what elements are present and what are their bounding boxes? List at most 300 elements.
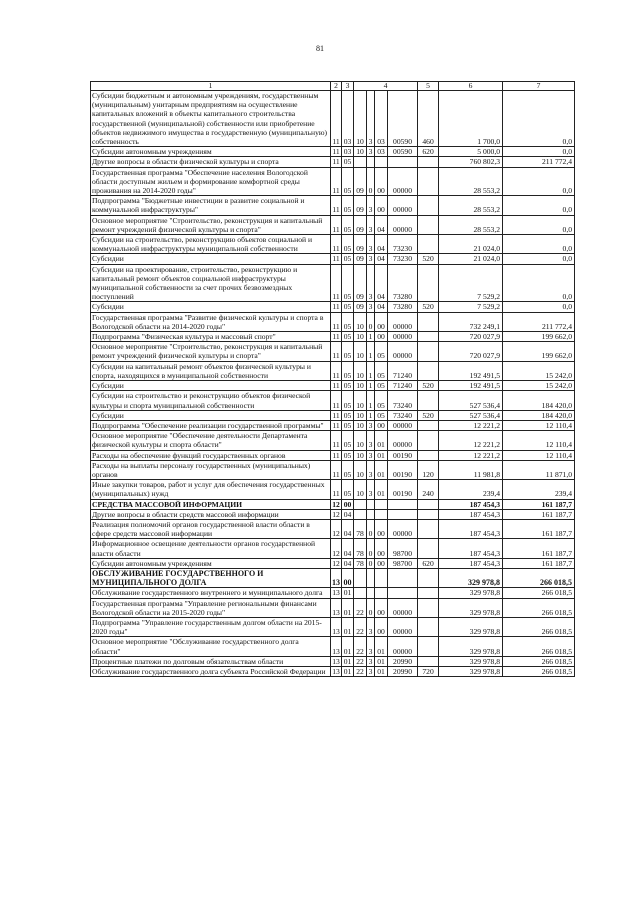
amount-year-2: 266 018,5 bbox=[503, 617, 575, 636]
code-section: 11 bbox=[332, 450, 340, 460]
amount-year-2: 266 018,5 bbox=[503, 656, 575, 666]
code-expense-type: 520 bbox=[418, 254, 439, 264]
amount-year-2: 0,0 bbox=[503, 254, 575, 264]
row-name: Субсидии bbox=[91, 254, 331, 264]
code-expense-type bbox=[418, 312, 439, 331]
code-expense-type: 620 bbox=[418, 558, 439, 568]
code-direction: 98700 bbox=[388, 558, 418, 568]
amount-year-1: 239,4 bbox=[439, 480, 503, 499]
code-subsection: 05 bbox=[342, 332, 354, 342]
amount-year-1: 760 802,3 bbox=[439, 157, 503, 167]
code-subsection: 05 bbox=[342, 381, 354, 391]
code-program: 10 bbox=[354, 431, 367, 450]
code-expense-type: 720 bbox=[418, 666, 439, 676]
code-subprogram: 0 bbox=[367, 167, 375, 196]
code-expense-type bbox=[418, 342, 439, 361]
row-name: Субсидии bbox=[91, 410, 331, 420]
amount-year-2: 161 187,7 bbox=[503, 539, 575, 558]
code-direction: 00000 bbox=[388, 598, 418, 617]
code-subprogram: 0 bbox=[367, 558, 375, 568]
table-row bbox=[91, 196, 575, 215]
code-section: 13 bbox=[331, 617, 342, 636]
code-subsection: 01 bbox=[342, 588, 354, 598]
code-direction bbox=[388, 588, 418, 598]
row-name: Подпрограмма "Управление государственным долгом области на 2015-2020 годы" bbox=[91, 617, 331, 636]
code-section: 11 bbox=[332, 302, 340, 312]
code-section: 11 bbox=[332, 332, 340, 342]
code-section: 13 bbox=[331, 568, 342, 587]
code-subsection: 05 bbox=[342, 215, 354, 234]
code-section: 11 bbox=[331, 264, 342, 302]
code-expense-type bbox=[418, 509, 439, 519]
code-subsection: 05 bbox=[342, 302, 354, 312]
table-body bbox=[91, 91, 575, 677]
amount-year-2: 161 187,7 bbox=[503, 519, 575, 538]
code-expense-type bbox=[418, 196, 439, 215]
code-program: 10 bbox=[354, 361, 367, 380]
code-expense-type bbox=[418, 431, 439, 450]
code-program: 09 bbox=[354, 264, 367, 302]
code-section: 11 bbox=[331, 312, 342, 331]
code-subsection: 05 bbox=[342, 420, 354, 430]
code-program bbox=[354, 568, 367, 587]
code-subprogram: 1 bbox=[367, 381, 375, 391]
code-expense-type: 120 bbox=[418, 460, 439, 479]
code-program: 10 bbox=[354, 420, 367, 430]
code-subsection: 05 bbox=[342, 167, 354, 196]
code-subprogram bbox=[367, 568, 375, 587]
code-expense-type bbox=[418, 519, 439, 538]
code-subsection: 05 bbox=[342, 196, 354, 215]
row-name: Субсидии на капитальный ремонт объектов физической культуры и спорта, находящихся в муниципальной собственности bbox=[91, 361, 331, 380]
code-activity: 05 bbox=[375, 361, 388, 380]
code-section: 11 bbox=[331, 480, 342, 499]
code-subsection: 04 bbox=[342, 519, 354, 538]
code-expense-type bbox=[418, 167, 439, 196]
table-row bbox=[91, 420, 575, 430]
code-subprogram: 3 bbox=[367, 147, 375, 157]
code-activity: 05 bbox=[375, 410, 388, 420]
amount-year-1: 1 700,0 bbox=[439, 91, 503, 147]
code-subprogram: 3 bbox=[367, 656, 375, 666]
row-name: Субсидии бюджетным и автономным учреждениям, государственным (муниципальным) унитарным предприятиям на осуществление капитальных вложений в объекты капитального строительства государственной (муниципальной) собственности или приобретение объектов недвижимого имущества в государственную (муниципальную) собственность bbox=[91, 91, 331, 147]
code-activity: 00 bbox=[375, 519, 388, 538]
header-col-3: 3 bbox=[342, 82, 354, 91]
row-name: Основное мероприятие "Строительство, реконструкция и капитальный ремонт учреждений физической культуры и спорта" bbox=[91, 342, 331, 361]
code-section: 12 bbox=[332, 509, 340, 519]
code-expense-type bbox=[418, 235, 439, 254]
amount-year-1: 329 978,8 bbox=[439, 598, 503, 617]
code-direction: 00590 bbox=[388, 147, 418, 157]
code-direction: 73230 bbox=[388, 235, 418, 254]
code-activity: 01 bbox=[375, 480, 388, 499]
code-activity: 04 bbox=[375, 302, 388, 312]
code-section: 12 bbox=[332, 558, 340, 568]
code-subprogram bbox=[367, 588, 375, 598]
table-row bbox=[91, 381, 575, 391]
code-section: 13 bbox=[332, 656, 340, 666]
amount-year-1: 5 000,0 bbox=[439, 147, 503, 157]
row-name: Государственная программа "Развитие физической культуры и спорта в Вологодской области на 2014-2020 годы" bbox=[91, 312, 331, 331]
code-activity bbox=[375, 157, 388, 167]
table-row bbox=[91, 568, 575, 587]
code-section: 12 bbox=[331, 519, 342, 538]
code-program bbox=[354, 588, 367, 598]
amount-year-2: 266 018,5 bbox=[503, 588, 575, 598]
amount-year-2: 0,0 bbox=[503, 196, 575, 215]
code-direction: 00000 bbox=[388, 215, 418, 234]
code-subprogram: 3 bbox=[367, 254, 375, 264]
code-program: 09 bbox=[354, 254, 367, 264]
amount-year-1: 527 536,4 bbox=[439, 410, 503, 420]
code-activity: 00 bbox=[375, 332, 388, 342]
row-name: Государственная программа "Управление региональными финансами Вологодской области на 2015-2020 годы" bbox=[91, 598, 331, 617]
table-row bbox=[91, 460, 575, 479]
code-activity: 01 bbox=[375, 450, 388, 460]
code-direction: 00190 bbox=[388, 450, 418, 460]
page-number: 81 bbox=[316, 44, 324, 53]
row-name: Подпрограмма "Обеспечение реализации государственной программы" bbox=[91, 420, 331, 430]
code-activity: 03 bbox=[375, 91, 388, 147]
code-direction: 00000 bbox=[388, 420, 418, 430]
table-row bbox=[91, 264, 575, 302]
row-name: Расходы на выплаты персоналу государственных (муниципальных) органов bbox=[91, 460, 331, 479]
amount-year-2: 184 420,0 bbox=[503, 391, 575, 410]
code-program bbox=[354, 509, 367, 519]
table-row bbox=[91, 167, 575, 196]
code-expense-type: 460 bbox=[418, 91, 439, 147]
row-name: Субсидии bbox=[91, 302, 331, 312]
amount-year-1: 187 454,3 bbox=[439, 499, 503, 509]
amount-year-2: 211 772,4 bbox=[503, 312, 575, 331]
amount-year-1: 187 454,3 bbox=[439, 558, 503, 568]
code-activity: 01 bbox=[375, 460, 388, 479]
code-direction: 00000 bbox=[388, 312, 418, 331]
code-activity bbox=[375, 509, 388, 519]
amount-year-1: 187 454,3 bbox=[439, 509, 503, 519]
code-subprogram: 1 bbox=[367, 342, 375, 361]
row-name: СРЕДСТВА МАССОВОЙ ИНФОРМАЦИИ bbox=[91, 499, 331, 509]
code-subprogram: 3 bbox=[367, 215, 375, 234]
amount-year-1: 28 553,2 bbox=[439, 215, 503, 234]
code-activity bbox=[375, 588, 388, 598]
code-program: 09 bbox=[354, 196, 367, 215]
code-section: 13 bbox=[332, 588, 340, 598]
table-row bbox=[91, 302, 575, 312]
code-program: 09 bbox=[354, 215, 367, 234]
code-subprogram bbox=[367, 157, 375, 167]
code-expense-type bbox=[418, 361, 439, 380]
amount-year-2: 0,0 bbox=[503, 235, 575, 254]
amount-year-2: 12 110,4 bbox=[503, 431, 575, 450]
amount-year-2: 0,0 bbox=[503, 302, 575, 312]
row-name: ОБСЛУЖИВАНИЕ ГОСУДАРСТВЕННОГО И МУНИЦИПАЛЬНОГО ДОЛГА bbox=[91, 568, 331, 587]
row-name: Расходы на обеспечение функций государственных органов bbox=[91, 450, 331, 460]
amount-year-1: 187 454,3 bbox=[439, 519, 503, 538]
code-subprogram: 3 bbox=[367, 196, 375, 215]
code-subsection: 01 bbox=[342, 656, 354, 666]
code-direction: 00000 bbox=[388, 519, 418, 538]
table-row bbox=[91, 666, 575, 676]
table-row bbox=[91, 361, 575, 380]
code-subprogram: 3 bbox=[367, 264, 375, 302]
amount-year-2: 0,0 bbox=[503, 264, 575, 302]
amount-year-1: 12 221,2 bbox=[439, 431, 503, 450]
code-subprogram: 3 bbox=[367, 617, 375, 636]
code-subsection: 03 bbox=[342, 91, 354, 147]
code-program: 10 bbox=[354, 480, 367, 499]
code-subsection: 05 bbox=[342, 450, 354, 460]
amount-year-1: 527 536,4 bbox=[439, 391, 503, 410]
code-activity: 00 bbox=[375, 167, 388, 196]
table-row bbox=[91, 519, 575, 538]
code-expense-type: 620 bbox=[418, 147, 439, 157]
code-direction: 00000 bbox=[388, 342, 418, 361]
header-col-1: 1 bbox=[91, 82, 331, 91]
amount-year-1: 329 978,8 bbox=[439, 637, 503, 656]
code-activity bbox=[375, 499, 388, 509]
row-name: Субсидии bbox=[91, 381, 331, 391]
row-name: Основное мероприятие "Обслуживание государственного долга области" bbox=[91, 637, 331, 656]
code-program: 22 bbox=[354, 598, 367, 617]
code-expense-type bbox=[418, 539, 439, 558]
code-subsection: 01 bbox=[342, 598, 354, 617]
code-direction: 73280 bbox=[388, 302, 418, 312]
row-name: Процентные платежи по долговым обязательствам области bbox=[91, 656, 331, 666]
code-direction: 00590 bbox=[388, 91, 418, 147]
code-program bbox=[354, 157, 367, 167]
code-activity bbox=[375, 568, 388, 587]
code-program: 10 bbox=[354, 312, 367, 331]
code-direction: 73230 bbox=[388, 254, 418, 264]
code-activity: 01 bbox=[375, 666, 388, 676]
code-direction: 20990 bbox=[388, 666, 418, 676]
amount-year-2: 0,0 bbox=[503, 167, 575, 196]
code-activity: 00 bbox=[375, 420, 388, 430]
code-activity: 01 bbox=[375, 656, 388, 666]
table-row bbox=[91, 332, 575, 342]
code-activity: 01 bbox=[375, 431, 388, 450]
row-name: Реализация полномочий органов государственной власти области в сфере средств массовой информации bbox=[91, 519, 331, 538]
amount-year-1: 12 221,2 bbox=[439, 450, 503, 460]
code-program bbox=[354, 499, 367, 509]
code-program: 22 bbox=[354, 666, 367, 676]
amount-year-1: 329 978,8 bbox=[439, 588, 503, 598]
table-row bbox=[91, 235, 575, 254]
code-subprogram: 1 bbox=[367, 391, 375, 410]
code-program: 10 bbox=[354, 460, 367, 479]
header-col-6: 6 bbox=[439, 82, 503, 91]
code-expense-type bbox=[418, 637, 439, 656]
code-subprogram: 0 bbox=[367, 312, 375, 331]
code-program: 10 bbox=[354, 450, 367, 460]
amount-year-2: 0,0 bbox=[503, 91, 575, 147]
code-expense-type bbox=[418, 598, 439, 617]
amount-year-1: 28 553,2 bbox=[439, 167, 503, 196]
code-program: 09 bbox=[354, 235, 367, 254]
amount-year-2: 266 018,5 bbox=[503, 568, 575, 587]
amount-year-2: 199 662,0 bbox=[503, 342, 575, 361]
row-name: Субсидии автономным учреждениям bbox=[91, 558, 331, 568]
amount-year-2: 211 772,4 bbox=[503, 157, 575, 167]
amount-year-2: 11 871,0 bbox=[503, 460, 575, 479]
table-row bbox=[91, 617, 575, 636]
table-row bbox=[91, 598, 575, 617]
code-subsection: 05 bbox=[342, 391, 354, 410]
code-subsection: 05 bbox=[342, 157, 354, 167]
table-row bbox=[91, 391, 575, 410]
amount-year-2: 161 187,7 bbox=[503, 499, 575, 509]
code-direction: 73280 bbox=[388, 264, 418, 302]
code-direction bbox=[388, 568, 418, 587]
amount-year-1: 720 027,9 bbox=[439, 332, 503, 342]
code-section: 11 bbox=[331, 235, 342, 254]
header-col-7: 7 bbox=[503, 82, 575, 91]
code-expense-type: 520 bbox=[418, 410, 439, 420]
amount-year-2: 266 018,5 bbox=[503, 637, 575, 656]
amount-year-2: 12 110,4 bbox=[503, 450, 575, 460]
table-row bbox=[91, 254, 575, 264]
code-expense-type: 520 bbox=[418, 302, 439, 312]
code-direction: 00190 bbox=[388, 480, 418, 499]
amount-year-1: 12 221,2 bbox=[439, 420, 503, 430]
table-row bbox=[91, 480, 575, 499]
amount-year-2: 266 018,5 bbox=[503, 666, 575, 676]
code-program: 22 bbox=[354, 617, 367, 636]
code-program: 78 bbox=[354, 519, 367, 538]
code-subsection: 05 bbox=[342, 254, 354, 264]
code-section: 11 bbox=[331, 391, 342, 410]
code-program: 10 bbox=[354, 342, 367, 361]
code-section: 13 bbox=[332, 666, 340, 676]
code-subsection: 05 bbox=[342, 431, 354, 450]
code-direction: 71240 bbox=[388, 381, 418, 391]
amount-year-2: 15 242,0 bbox=[503, 361, 575, 380]
code-subprogram bbox=[367, 499, 375, 509]
amount-year-2: 0,0 bbox=[503, 147, 575, 157]
code-program: 10 bbox=[354, 147, 367, 157]
row-name: Обслуживание государственного долга субъекта Российской Федерации bbox=[91, 666, 331, 676]
code-direction: 00000 bbox=[388, 617, 418, 636]
code-direction: 00000 bbox=[388, 196, 418, 215]
amount-year-2: 161 187,7 bbox=[503, 509, 575, 519]
code-program: 09 bbox=[354, 302, 367, 312]
code-section: 11 bbox=[331, 167, 342, 196]
code-section: 13 bbox=[331, 637, 342, 656]
code-subsection: 05 bbox=[342, 361, 354, 380]
amount-year-1: 329 978,8 bbox=[439, 656, 503, 666]
code-section: 11 bbox=[331, 215, 342, 234]
code-section: 11 bbox=[331, 91, 342, 147]
code-program: 10 bbox=[354, 391, 367, 410]
code-subprogram: 3 bbox=[367, 460, 375, 479]
code-expense-type bbox=[418, 420, 439, 430]
code-direction: 00000 bbox=[388, 332, 418, 342]
code-section: 11 bbox=[331, 460, 342, 479]
code-direction bbox=[388, 499, 418, 509]
code-expense-type bbox=[418, 568, 439, 587]
code-activity: 04 bbox=[375, 235, 388, 254]
code-subprogram: 0 bbox=[367, 598, 375, 617]
code-subprogram: 3 bbox=[367, 480, 375, 499]
code-section: 12 bbox=[332, 499, 340, 509]
amount-year-2: 0,0 bbox=[503, 215, 575, 234]
code-expense-type bbox=[418, 656, 439, 666]
code-direction: 73240 bbox=[388, 410, 418, 420]
amount-year-1: 329 978,8 bbox=[439, 568, 503, 587]
table-row bbox=[91, 558, 575, 568]
code-direction: 00190 bbox=[388, 460, 418, 479]
code-subprogram: 3 bbox=[367, 666, 375, 676]
code-program: 10 bbox=[354, 381, 367, 391]
code-subsection: 01 bbox=[342, 637, 354, 656]
code-section: 11 bbox=[332, 381, 340, 391]
table-row bbox=[91, 450, 575, 460]
row-name: Информационное освещение деятельности органов государственной власти области bbox=[91, 539, 331, 558]
code-section: 11 bbox=[332, 147, 340, 157]
code-subprogram: 1 bbox=[367, 410, 375, 420]
table-row bbox=[91, 637, 575, 656]
code-direction: 20990 bbox=[388, 656, 418, 666]
table-row bbox=[91, 588, 575, 598]
amount-year-1: 732 249,1 bbox=[439, 312, 503, 331]
header-row bbox=[91, 82, 575, 91]
code-activity: 00 bbox=[375, 312, 388, 331]
table-row bbox=[91, 509, 575, 519]
amount-year-1: 187 454,3 bbox=[439, 539, 503, 558]
header-col-5: 5 bbox=[418, 82, 439, 91]
code-section: 12 bbox=[331, 539, 342, 558]
table-row bbox=[91, 342, 575, 361]
amount-year-1: 28 553,2 bbox=[439, 196, 503, 215]
table-row bbox=[91, 215, 575, 234]
code-subsection: 05 bbox=[342, 460, 354, 479]
code-expense-type: 520 bbox=[418, 381, 439, 391]
code-direction bbox=[388, 509, 418, 519]
code-section: 11 bbox=[331, 196, 342, 215]
amount-year-2: 184 420,0 bbox=[503, 410, 575, 420]
code-expense-type bbox=[418, 157, 439, 167]
code-subprogram: 3 bbox=[367, 637, 375, 656]
header-col-4: 4 bbox=[354, 82, 418, 91]
amount-year-2: 199 662,0 bbox=[503, 332, 575, 342]
row-name: Субсидии на проектирование, строительство, реконструкцию и капитальный ремонт объектов социальной инфраструктуры муниципальной собственности за счет прочих безвозмездных поступлений bbox=[91, 264, 331, 302]
amount-year-2: 12 110,4 bbox=[503, 420, 575, 430]
code-program: 10 bbox=[354, 332, 367, 342]
code-activity: 05 bbox=[375, 342, 388, 361]
amount-year-2: 161 187,7 bbox=[503, 558, 575, 568]
amount-year-1: 192 491,5 bbox=[439, 381, 503, 391]
code-expense-type: 240 bbox=[418, 480, 439, 499]
code-direction: 00000 bbox=[388, 167, 418, 196]
row-name: Обслуживание государственного внутреннего и муниципального долга bbox=[91, 588, 331, 598]
table-row bbox=[91, 499, 575, 509]
row-name: Основное мероприятие "Строительство, реконструкция и капитальный ремонт учреждений физической культуры и спорта" bbox=[91, 215, 331, 234]
amount-year-1: 720 027,9 bbox=[439, 342, 503, 361]
amount-year-1: 7 529,2 bbox=[439, 302, 503, 312]
code-subprogram: 3 bbox=[367, 431, 375, 450]
code-subsection: 05 bbox=[342, 410, 354, 420]
code-section: 13 bbox=[331, 598, 342, 617]
row-name: Государственная программа "Обеспечение населения Вологодской области доступным жильем и формирование комфортной среды проживания на 2014-2020 годы" bbox=[91, 167, 331, 196]
table-row bbox=[91, 91, 575, 147]
code-expense-type bbox=[418, 215, 439, 234]
code-expense-type bbox=[418, 450, 439, 460]
code-section: 11 bbox=[331, 431, 342, 450]
table-row bbox=[91, 656, 575, 666]
table-row bbox=[91, 410, 575, 420]
amount-year-1: 329 978,8 bbox=[439, 617, 503, 636]
